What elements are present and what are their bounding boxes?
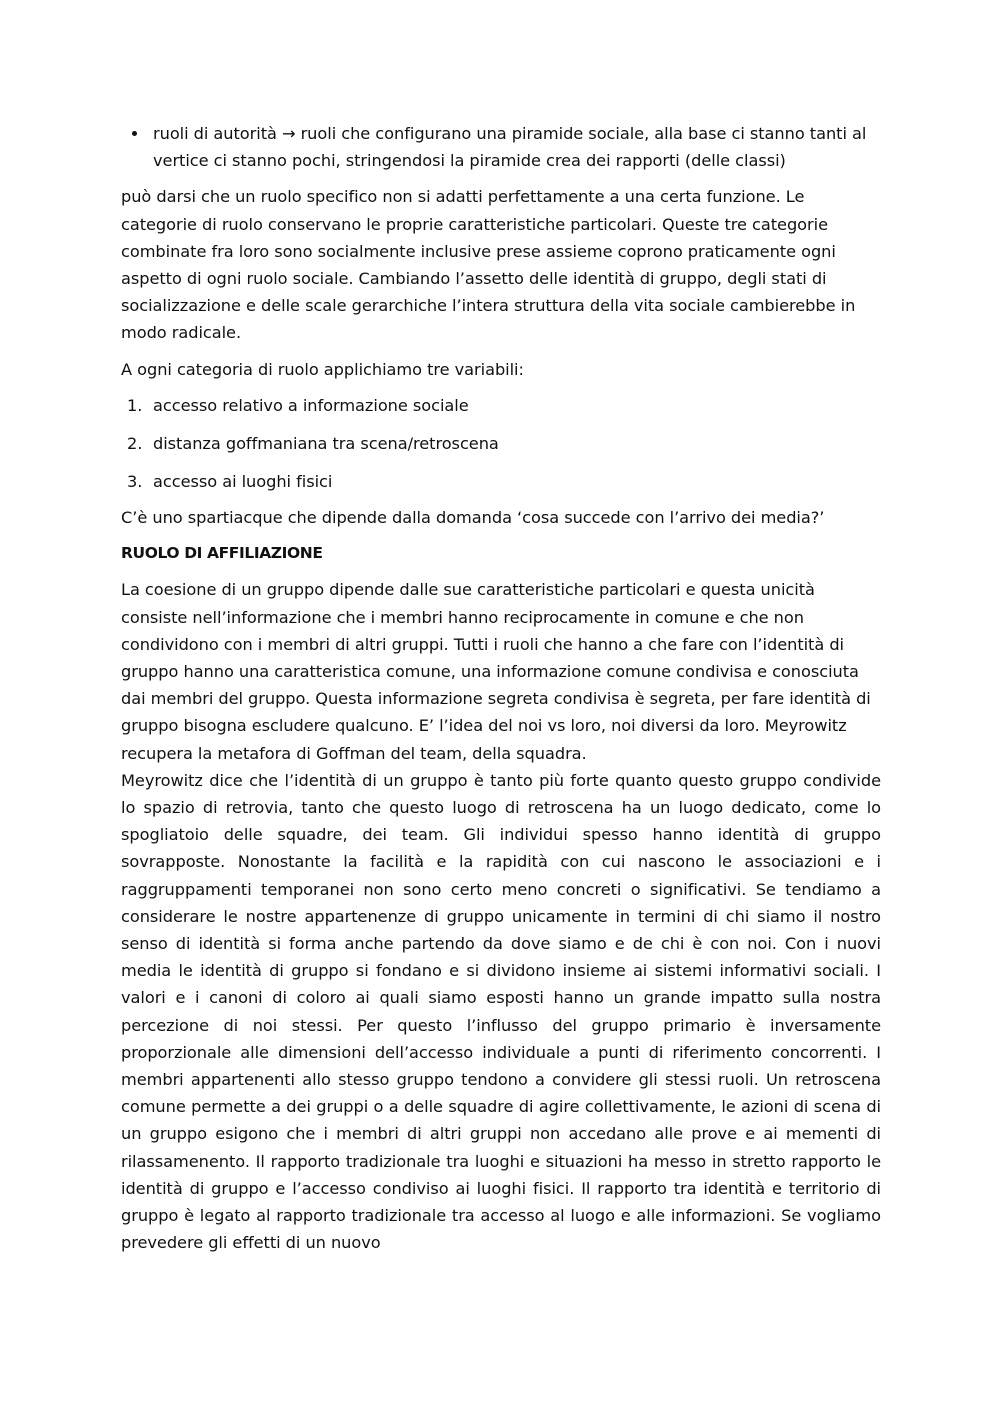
numbered-item-text: accesso relativo a informazione sociale bbox=[153, 395, 469, 415]
paragraph-group-cohesion: La coesione di un gruppo dipende dalle sue caratteristiche particolari e questa unicità consiste nell’informazione che i membri hanno reciprocamente in comune e che non condividono con i membri di altri gruppi. Tutti i ruoli che hanno a che fare con l’identità di gruppo hanno una caratteristica comune, una informazione comune condivisa e conosciuta dai membri del gruppo. Questa informazione segreta condivisa è segreta, per fare identità di gruppo bisogna escludere qualcuno. E’ l’idea del noi vs loro, noi diversi da loro. Meyrowitz recupera la metafora di Goffman del team, della squadra. bbox=[121, 580, 871, 763]
numbered-item-text: accesso ai luoghi fisici bbox=[153, 471, 333, 491]
paragraph-variables-intro: A ogni categoria di ruolo applichiamo tre variabili: bbox=[121, 359, 524, 379]
document-page bbox=[121, 120, 881, 1256]
section-heading: RUOLO DI AFFILIAZIONE bbox=[121, 544, 323, 563]
bullet-item bbox=[121, 120, 881, 174]
paragraph-role-categories: può darsi che un ruolo specifico non si adatti perfettamente a una certa funzione. Le categorie di ruolo conservano le proprie caratteristiche particolari. Queste tre categorie combinate fra loro sono socialmente inclusive prese assieme coprono praticamente ogni aspetto di ogni ruolo sociale. Cambiando l’assetto delle identità di gruppo, degli stati di socializzazione e delle scale gerarchiche l’intera struttura della vita sociale cambierebbe in modo radicale. bbox=[121, 187, 856, 343]
bullet-list bbox=[121, 120, 881, 174]
paragraph-watershed: C’è uno spartiacque che dipende dalla domanda ‘cosa succede con l’arrivo dei media?’ bbox=[121, 507, 825, 527]
bullet-text: ruoli di autorità → ruoli che configurano una piramide sociale, alla base ci stanno tanti al vertice ci stanno pochi, stringendosi la piramide crea dei rapporti (delle classi) bbox=[153, 124, 867, 171]
numbered-item bbox=[121, 468, 881, 495]
list-number: 2. bbox=[127, 433, 143, 453]
paragraph-meyrowitz: Meyrowitz dice che l’identità di un gruppo è tanto più forte quanto questo gruppo condivide lo spazio di retrovia, tanto che questo luogo di retroscena ha un luogo dedicato, come lo spogliatoio delle squadre, dei team. Gli individui spesso hanno identità di gruppo sovrapposte. Nonostante la facilità e la rapidità con cui nascono le associazioni e i raggruppamenti temporanei non sono certo meno concreti o significativi. Se tendiamo a considerare le nostre appartenenze di gruppo unicamente in termini di chi siamo il nostro senso di identità si forma anche partendo da dove siamo e de chi è con noi. Con i nuovi media le identità di gruppo si fondano e si dividono insieme ai sistemi informativi sociali. I valori e i canoni di coloro ai quali siamo esposti hanno un grande impatto sulla nostra percezione di noi stessi. Per questo l’influsso del gruppo primario è inversamente proporzionale alle dimensioni dell’accesso individuale a punti di riferimento concorrenti. I membri appartenenti allo stesso gruppo tendono a convidere gli stessi ruoli. Un retroscena comune permette a dei gruppi o a delle squadre di agire collettivamente, le azioni di scena di un gruppo esigono che i membri di altri gruppi non accedano alle prove e ai mementi di rilassamenento. Il rapporto tradizionale tra luoghi e situazioni ha messo in stretto rapporto le identità di gruppo e l’accesso condiviso ai luoghi fisici. Il rapporto tra identità e territorio di gruppo è legato al rapporto tradizionale tra accesso al luogo e alle informazioni. Se vogliamo prevedere gli effetti di un nuovo bbox=[121, 770, 881, 1253]
numbered-item bbox=[121, 430, 881, 457]
numbered-item bbox=[121, 392, 881, 419]
numbered-list bbox=[121, 392, 881, 495]
list-number: 1. bbox=[127, 395, 143, 415]
list-number: 3. bbox=[127, 471, 143, 491]
bullet-dot-icon bbox=[132, 131, 137, 136]
numbered-item-text: distanza goffmaniana tra scena/retroscena bbox=[153, 433, 499, 453]
